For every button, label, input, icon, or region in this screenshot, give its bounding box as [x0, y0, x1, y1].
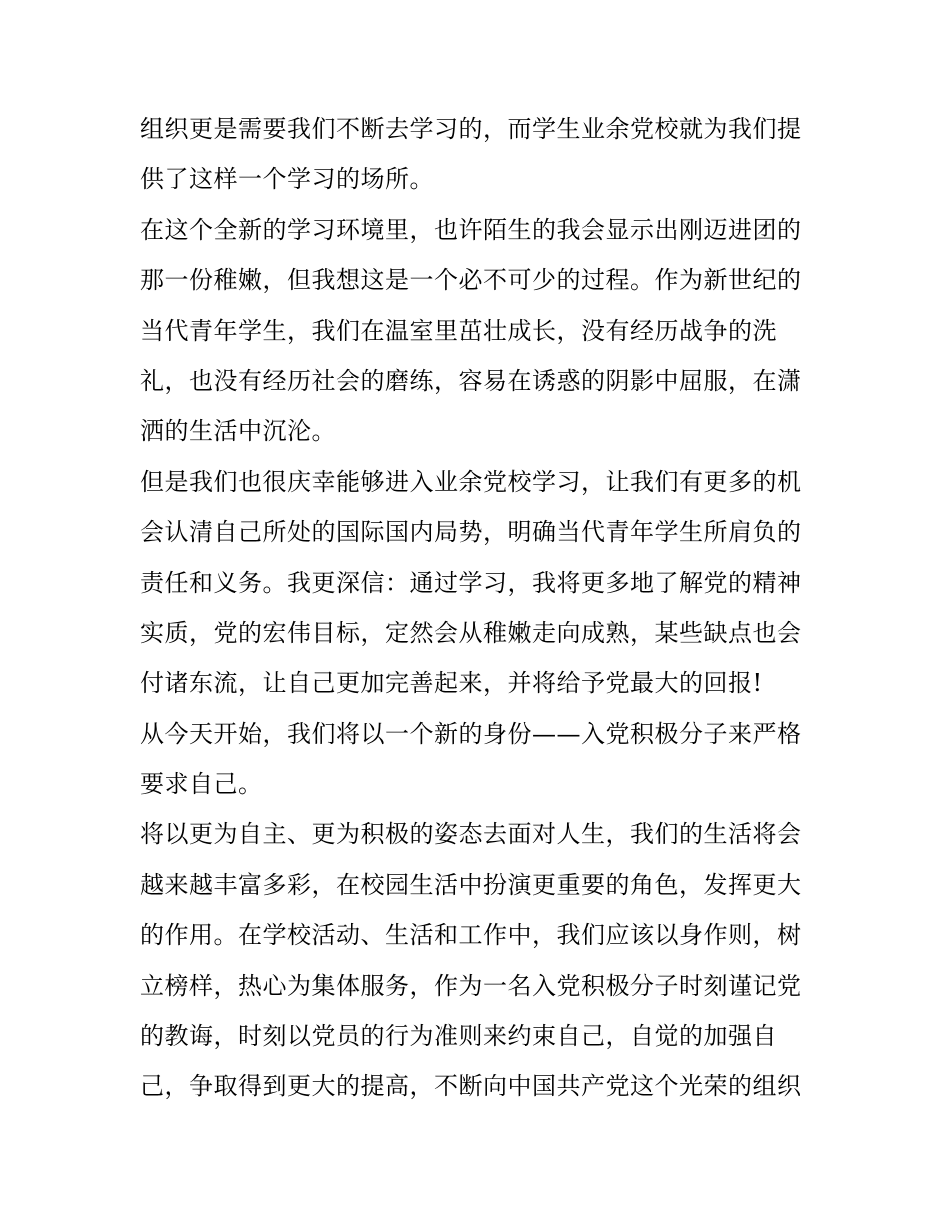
document-body — [140, 104, 812, 1112]
text-line: 从今天开始，我们将以一个新的身份——入党积极分子来严格 — [140, 719, 802, 748]
text-line: 会认清自己所处的国际国内局势，明确当代青年学生所肩负的 — [140, 518, 802, 547]
text-line: 当代青年学生，我们在温室里茁壮成长，没有经历战争的洗 — [140, 316, 777, 345]
text-line: 供了这样一个学习的场所。 — [140, 165, 434, 194]
text-line: 己，争取得到更大的提高，不断向中国共产党这个光荣的组织 — [140, 1072, 802, 1101]
text-line: 实质，党的宏伟目标，定然会从稚嫩走向成熟，某些缺点也会 — [140, 618, 802, 647]
text-line: 的教诲，时刻以党员的行为准则来约束自己，自觉的加强自 — [140, 1022, 777, 1051]
text-line: 但是我们也很庆幸能够进入业余党校学习，让我们有更多的机 — [140, 467, 802, 496]
text-line: 组织更是需要我们不断去学习的，而学生业余党校就为我们提 — [140, 115, 802, 143]
text-line: 礼，也没有经历社会的磨练，容易在诱惑的阴影中屈服，在潇 — [140, 366, 802, 395]
text-line: 责任和义务。我更深信：通过学习，我将更多地了解党的精神 — [140, 568, 802, 597]
text-line: 洒的生活中沉沦。 — [140, 417, 336, 446]
text-line: 越来越丰富多彩，在校园生活中扮演更重要的角色，发挥更大 — [140, 870, 802, 899]
text-line: 要求自己。 — [140, 770, 263, 799]
text-line: 那一份稚嫩，但我想这是一个必不可少的过程。作为新世纪的 — [140, 266, 802, 295]
text-line: 的作用。在学校活动、生活和工作中，我们应该以身作则，树 — [140, 921, 802, 950]
text-line: 立榜样，热心为集体服务，作为一名入党积极分子时刻谨记党 — [140, 971, 802, 1000]
text-line: 在这个全新的学习环境里，也许陌生的我会显示出刚迈进团的 — [140, 215, 802, 244]
text-line: 将以更为自主、更为积极的姿态去面对人生，我们的生活将会 — [140, 820, 802, 849]
text-line: 付诸东流，让自己更加完善起来，并将给予党最大的回报! — [140, 669, 763, 698]
